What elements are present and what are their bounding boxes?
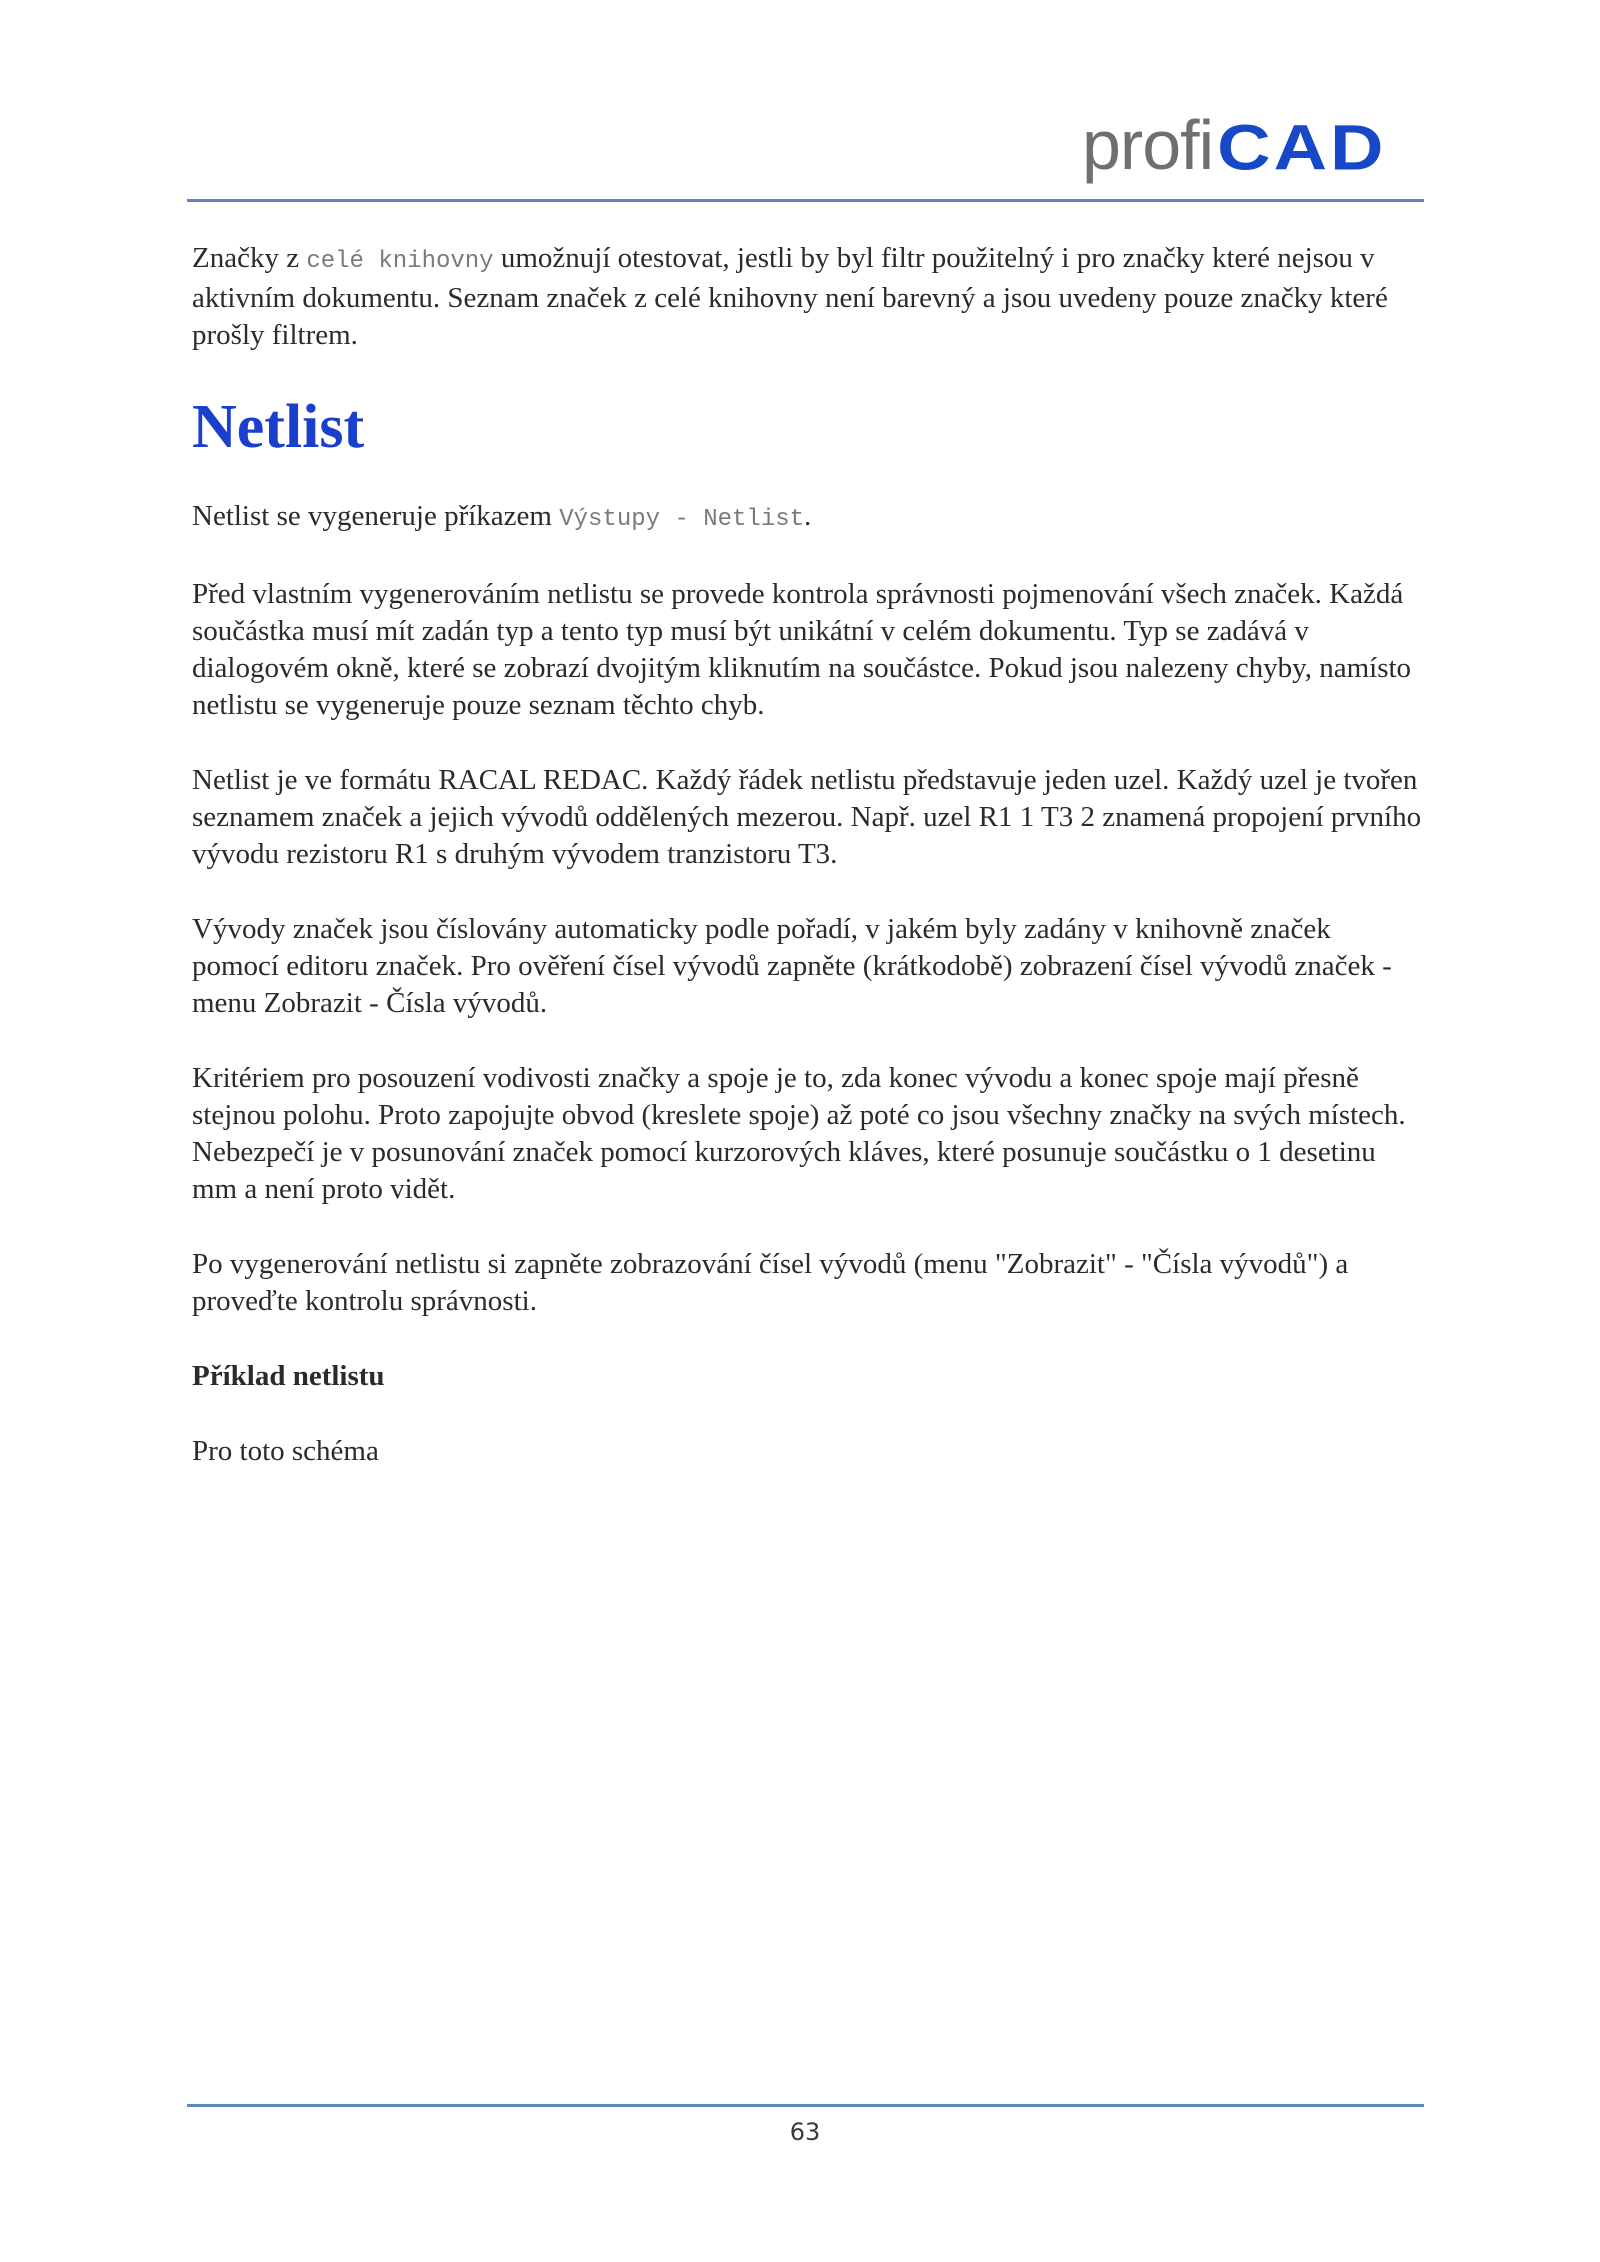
paragraph-text: Netlist se vygeneruje příkazem	[192, 500, 560, 532]
paragraph-pin-numbering: Vývody značek jsou číslovány automaticky podle pořadí, v jakém byly zadány v knihovně značek pomocí editoru značek. Pro ověření čísel vývodů zapněte (krátkodobě) zobrazení čísel vývodů značek - menu Zobrazit - Čísla vývodů.	[192, 913, 1392, 1019]
section-heading-netlist: Netlist	[192, 393, 365, 461]
paragraph-library-filter	[192, 240, 1422, 354]
paragraph-check: Po vygenerování netlistu si zapněte zobrazování čísel vývodů (menu "Zobrazit" - "Čísla vývodů") a proveďte kontrolu správnosti.	[192, 1248, 1349, 1317]
page-content	[192, 240, 1422, 1508]
subheading-netlist-example: Příklad netlistu	[192, 1360, 385, 1392]
paragraph-text: Značky z	[192, 242, 307, 274]
inline-code: Výstupy - Netlist	[559, 506, 805, 533]
inline-code: celé knihovny	[306, 248, 494, 275]
page-number: 63	[789, 2118, 821, 2146]
paragraph-validation: Před vlastním vygenerováním netlistu se provede kontrola správnosti pojmenování všech značek. Každá součástka musí mít zadán typ a tento typ musí být unikátní v celém dokumentu. Typ se zadává v dialogovém okně, které se zobrazí dvojitým kliknutím na součástce. Pokud jsou nalezeny chyby, namísto netlistu se vygeneruje pouze seznam těchto chyb.	[192, 578, 1412, 721]
paragraph-format: Netlist je ve formátu RACAL REDAC. Každý řádek netlistu představuje jeden uzel. Každý uzel je tvořen seznamem značek a jejich vývodů oddělených mezerou. Např. uzel R1 1 T3 2 znamená propojení prvního vývodu rezistoru R1 s druhým vývodem tranzistoru T3.	[192, 764, 1422, 870]
proficad-logo	[1082, 100, 1387, 184]
logo-profi-text: profi	[1082, 106, 1214, 184]
paragraph-netlist-command	[192, 498, 1422, 538]
footer-divider	[187, 2104, 1424, 2107]
paragraph-schema-intro: Pro toto schéma	[192, 1435, 379, 1467]
paragraph-text: umožnují otestovat, jestli by byl filtr použitelný i pro značky které nejsou v aktivním dokumentu. Seznam značek z celé knihovny není barevný a jsou uvedeny pouze značky které prošly filtrem.	[192, 242, 1388, 351]
paragraph-text: .	[804, 500, 812, 532]
header-divider	[187, 199, 1424, 202]
logo-cad-text: CAD	[1217, 112, 1387, 184]
paragraph-conductivity: Kritériem pro posouzení vodivosti značky a spoje je to, zda konec vývodu a konec spoje mají přesně stejnou polohu. Proto zapojujte obvod (kreslete spoje) až poté co jsou všechny značky na svých místech. Nebezpečí je v posunování značek pomocí kurzorových kláves, které posunuje součástku o 1 desetinu mm a není proto vidět.	[192, 1062, 1406, 1205]
